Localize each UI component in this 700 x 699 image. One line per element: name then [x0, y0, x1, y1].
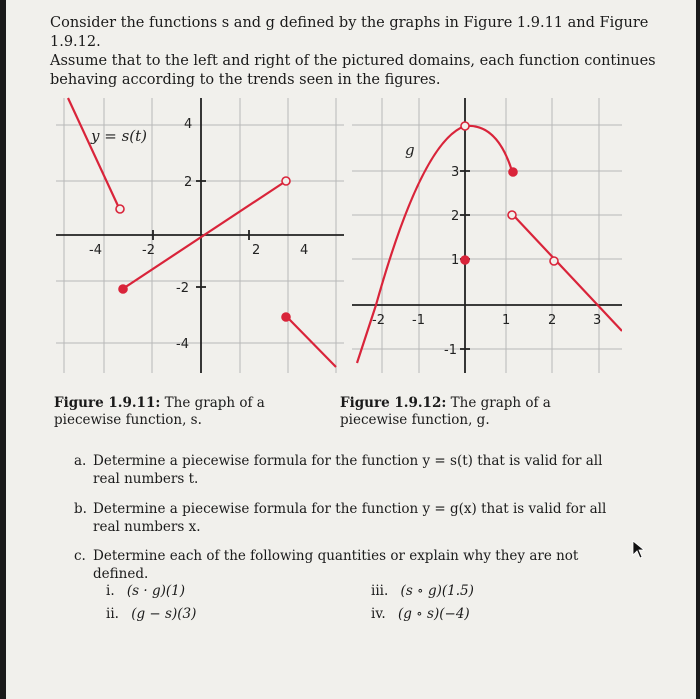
- intro-line-1: Consider the functions s and g defined by the graphs in Figure 1.9.11 and Figure 1.9.12.: [50, 15, 649, 50]
- g-x-tick-neg2: -2: [372, 313, 385, 328]
- figure-s-caption-ref: Figure 1.9.11:: [54, 395, 161, 411]
- s-open-endpoint: [282, 177, 290, 185]
- s-y-tick-2: 2: [184, 175, 193, 190]
- sub-question-ii: [106, 606, 196, 622]
- g-open-endpoint: [461, 122, 469, 130]
- sub-question-i-label: i.: [106, 583, 115, 599]
- s-x-tick-4: 4: [300, 243, 309, 258]
- figure-g-curve: [357, 126, 622, 363]
- g-open-endpoint: [550, 257, 558, 265]
- figure-g-tick-labels: [372, 165, 601, 358]
- question-c-label: c.: [74, 548, 86, 564]
- sub-question-iv-expr: (g ∘ s)(−4): [397, 606, 470, 622]
- intro-line-2: Assume that to the left and right of the pictured domains, each function continues: [50, 53, 656, 69]
- figure-g-graph: [352, 93, 622, 380]
- g-piece-arc: [465, 126, 512, 171]
- sub-question-ii-label: ii.: [106, 606, 119, 622]
- s-y-tick-neg4: -4: [176, 337, 189, 352]
- sub-question-iii-expr: (s ∘ g)(1.5): [400, 583, 474, 599]
- s-closed-endpoint: [119, 285, 127, 293]
- g-y-tick-1: 1: [451, 253, 460, 268]
- g-closed-endpoint: [509, 168, 517, 176]
- s-piece-left: [68, 98, 119, 208]
- question-a-label: a.: [74, 453, 87, 469]
- question-b-label: b.: [74, 501, 87, 517]
- question-c-text: Determine each of the following quantities or explain why they are not defined.: [93, 548, 579, 582]
- sub-question-i: [106, 583, 185, 599]
- figure-s-caption-text: The graph of a piecewise function, s.: [54, 395, 265, 428]
- question-b-text: Determine a piecewise formula for the function y = g(x) that is valid for all real numbers x.: [93, 501, 607, 535]
- g-y-tick-neg1: -1: [444, 343, 457, 358]
- s-x-tick-neg2: -2: [142, 243, 155, 258]
- question-a-text: Determine a piecewise formula for the function y = s(t) that is valid for all real numbers t.: [93, 453, 603, 487]
- figure-g-function-label: g: [405, 141, 415, 159]
- s-open-endpoint: [116, 205, 124, 213]
- sub-question-i-expr: (s · g)(1): [126, 583, 186, 599]
- sub-question-ii-expr: (g − s)(3): [131, 606, 197, 622]
- g-piece-right-line: [515, 217, 622, 331]
- sub-question-iv-label: iv.: [371, 606, 386, 622]
- g-x-tick-3: 3: [593, 313, 602, 328]
- g-x-tick-2: 2: [548, 313, 557, 328]
- figure-g-endpoints: [461, 122, 558, 265]
- s-closed-endpoint: [282, 313, 290, 321]
- mouse-pointer-icon: [632, 540, 646, 560]
- figure-g-caption: [340, 395, 610, 429]
- g-x-tick-neg1: -1: [412, 313, 425, 328]
- figure-s-caption: [54, 395, 324, 429]
- figure-g-caption-text: The graph of a piecewise function, g.: [340, 395, 551, 428]
- s-y-tick-4: 4: [184, 117, 193, 132]
- g-y-tick-2: 2: [451, 209, 460, 224]
- figure-s-function-label: y = s(t): [91, 127, 148, 145]
- g-y-tick-3: 3: [451, 165, 460, 180]
- s-x-tick-2: 2: [252, 243, 261, 258]
- intro-paragraph: [50, 14, 660, 90]
- textbook-page: [6, 0, 696, 699]
- sub-question-iv: [371, 606, 470, 622]
- sub-question-iii-label: iii.: [371, 583, 389, 599]
- figure-s-graph: [56, 93, 344, 380]
- s-x-tick-neg4: -4: [89, 243, 102, 258]
- g-closed-endpoint: [461, 256, 469, 264]
- s-y-tick-neg2: -2: [176, 281, 189, 296]
- g-x-tick-1: 1: [502, 313, 511, 328]
- figure-g-axes: [352, 98, 622, 373]
- figure-g-caption-ref: Figure 1.9.12:: [340, 395, 447, 411]
- intro-line-3: behaving according to the trends seen in the figures.: [50, 72, 441, 88]
- sub-question-iii: [371, 583, 474, 599]
- g-open-endpoint: [508, 211, 516, 219]
- figure-g-grid: [352, 98, 622, 373]
